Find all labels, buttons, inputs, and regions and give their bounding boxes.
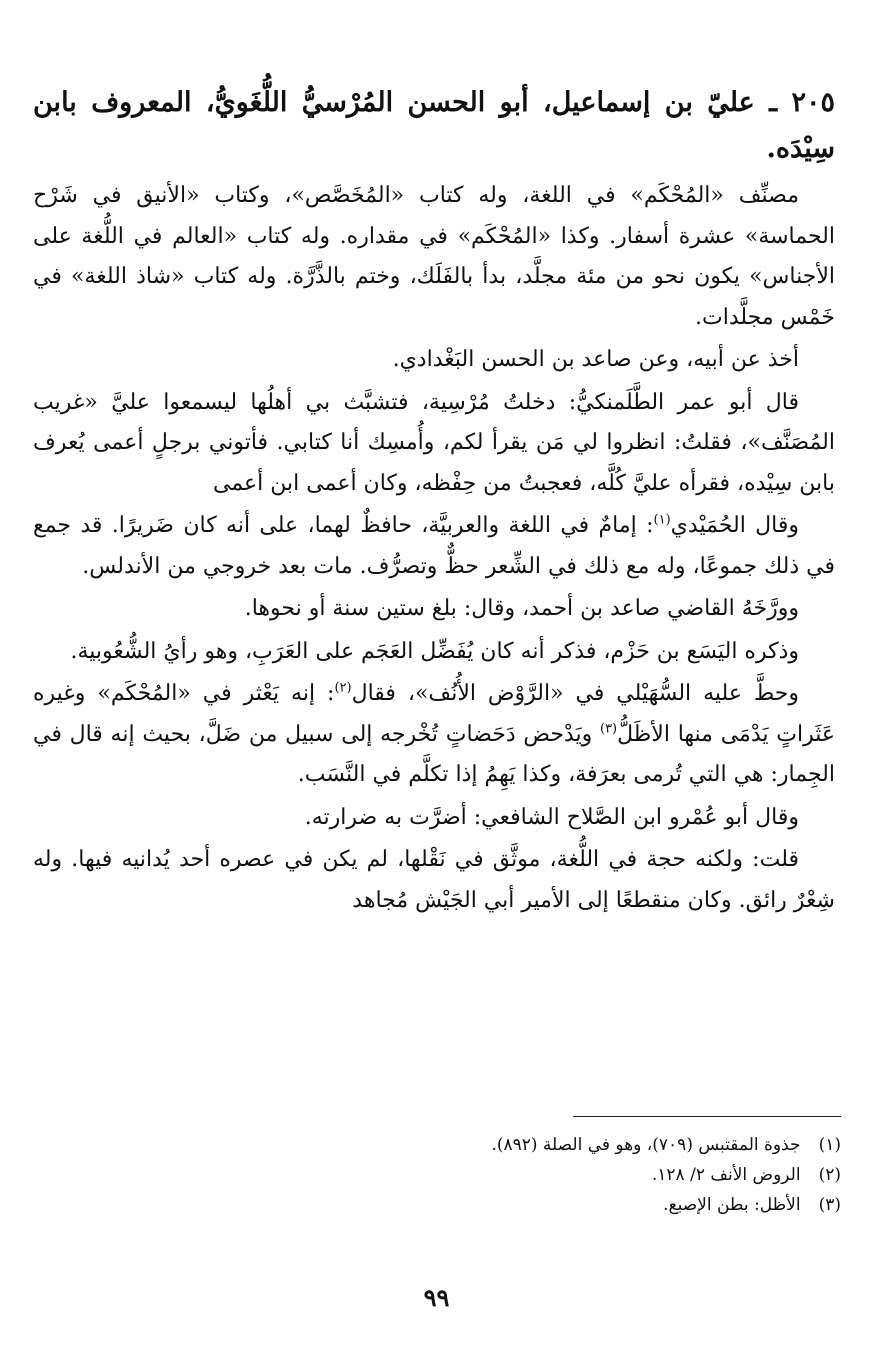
paragraph: وقال أبو عُمْرو ابن الصَّلاح الشافعي: أضرَّت به ضرارته. (304, 804, 799, 830)
paragraph: قلت: ولكنه حجة في اللُّغة، موثَّق في نَقْلها، لم يكن في عصره أحد يُدانيه فيها. وله شِعْرٌ رائق. وكان منقطعًا إلى الأمير أبي الجَيْش مُجاهد (33, 847, 835, 913)
paragraph: مصنِّف «المُحْكَم» في اللغة، وله كتاب «المُخَصَّص»، وكتاب «الأنيق في شَرْح الحماسة» عشرة أسفار. وكذا «المُحْكَم» في مقداره. وله كتاب «العالم في اللُّغة على الأجناس» يكون نحو من مئة مجلَّد، بدأ بالفَلَك، وختم بالذَّرَّة. وله كتاب «شاذ اللغة» في خَمْس مجلَّدات. (33, 183, 835, 330)
paragraph (33, 674, 835, 796)
footnotes (39, 1130, 841, 1220)
footnote-ref: (٣) (599, 721, 618, 737)
paragraph (33, 506, 835, 587)
paragraph: وورَّخَهُ القاضي صاعد بن أحمد، وقال: بلغ ستين سنة أو نحوها. (244, 596, 799, 621)
main-text (33, 80, 835, 923)
paragraph-text: : إمامٌ في اللغة والعربيَّة، حافظٌ لهما، على أنه كان ضَريرًا. قد جمع في ذلك جموعًا، وله مع ذلك في الشِّعر حظٌّ وتصرُّف. مات بعد خروجي من الأندلس. (33, 513, 835, 579)
entry-heading: ٢٠٥ ـ عليّ بن إسماعيل، أبو الحسن المُرْسيُّ اللُّغَويُّ، المعروف بابن سِيْدَه. (33, 87, 835, 164)
footnote-text: جذوة المقتبس (٧٠٩)، وهو في الصلة (٨٩٢). (491, 1135, 801, 1155)
paragraph: وذكره اليَسَع بن حَزْم، فذكر أنه كان يُفَضِّل العَجَم على العَرَبِ، وهو رأيُ الشُّعُوبية. (70, 638, 799, 664)
paragraph-text: : إنه يَعْثر في «المُحْكَم» وغيره عَثَراتٍ يَدْمَى منها الأظَلُّ (33, 681, 835, 747)
paragraph: قال أبو عمر الطَّلَمنكيُّ: دخلتُ مُرْسِية، فتشبَّث بي أهلُها ليسمعوا عليَّ «غريب المُصَنَّف»، فقلتُ: انظروا لي مَن يقرأ لكم، وأُمسِك أنا كتابي. فأتوني برجلٍ أعمى يُعرف بابن سِيْده، فقرأه عليَّ كُلَّه، فعجبتُ من حِفْظه، وكان أعمى ابن أعمى (33, 389, 835, 496)
paragraph-text: ويَدْحض دَحَضاتٍ تُخْرجه إلى سبيل من ضَلَّ، بحيث إنه قال في الجِمار: هي التي تُرمى بعرَفة، وكذا يَهِمُ إذا تكلَّم في النَّسَب. (33, 721, 835, 787)
footnote-marker: (١) (818, 1135, 841, 1155)
paragraph-text: وحطَّ عليه السُّهَيْلي في «الرَّوْض الأُنُف»، فقال (351, 681, 799, 706)
footnote-text: الروض الأنف ٢/ ١٢٨. (651, 1165, 801, 1185)
footnote-divider (573, 1116, 841, 1117)
page-number: ٩٩ (423, 1283, 450, 1312)
footnote-ref: (١) (653, 512, 671, 528)
footnote-text: الأظل: بطن الإصبع. (663, 1195, 801, 1215)
footnote-marker: (٢) (818, 1165, 841, 1185)
paragraph: أخذ عن أبيه، وعن صاعد بن الحسن البَغْدادي. (392, 347, 799, 372)
footnote (39, 1130, 841, 1160)
footnote-marker: (٣) (818, 1195, 841, 1215)
paragraph-text: وقال الحُمَيْدي (670, 513, 799, 538)
footnote-ref: (٢) (334, 680, 352, 696)
footnote (39, 1160, 841, 1190)
footnote (39, 1190, 841, 1220)
